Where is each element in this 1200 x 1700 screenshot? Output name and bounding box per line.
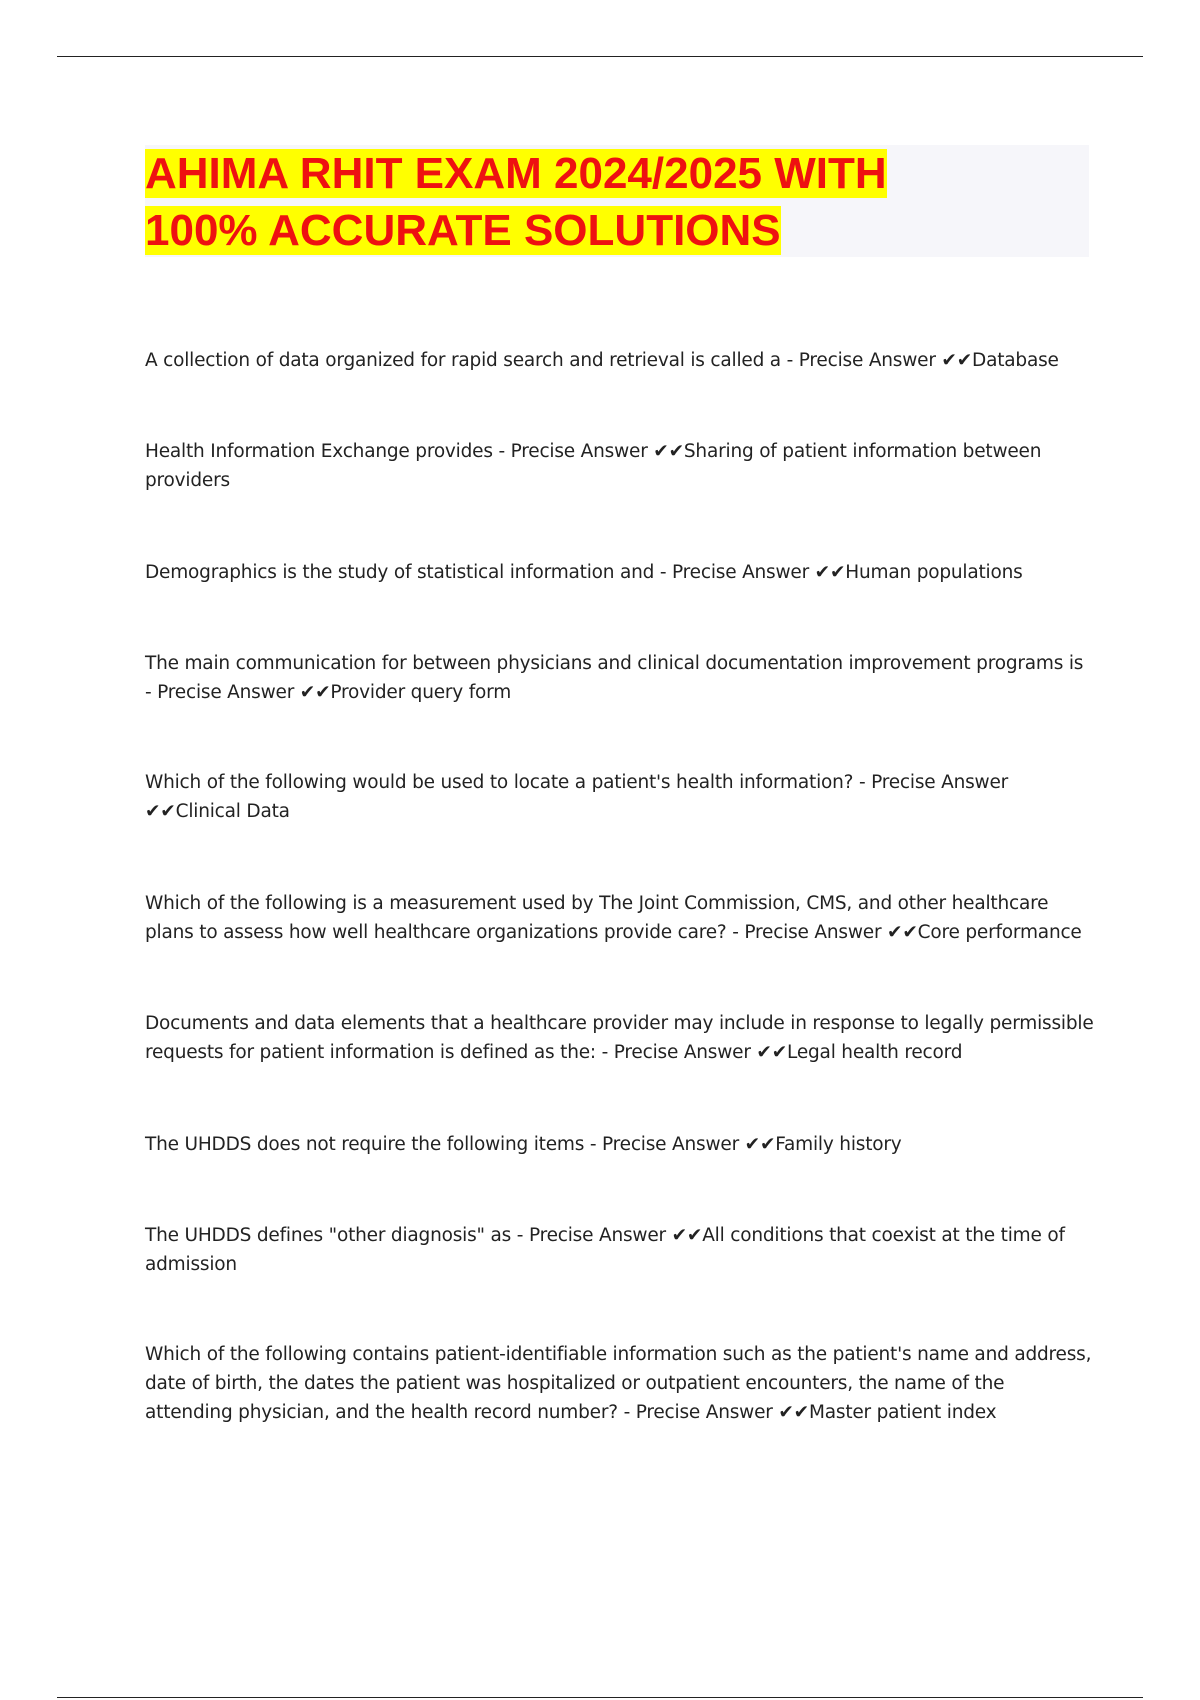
answer-text: Family history bbox=[775, 1134, 902, 1155]
title-line-1: AHIMA RHIT EXAM 2024/2025 WITH bbox=[145, 149, 887, 198]
answer-separator: - Precise Answer ✔✔ bbox=[726, 922, 918, 943]
top-rule bbox=[57, 56, 1143, 57]
answer-text: Clinical Data bbox=[175, 801, 290, 822]
question-text: Which of the following contains patient-identifiable information such as the patient's name and address, date of birth, the dates the patient was hospitalized or outpatient encounters, the name of the attending physician, and the health record number? bbox=[145, 1344, 1092, 1423]
answer-text: Sharing of patient information between providers bbox=[145, 441, 1042, 491]
answer-separator: - Precise Answer ✔✔ bbox=[145, 772, 1009, 822]
question-text: Documents and data elements that a healthcare provider may include in response to legally permissible requests for patient information is defined as the: bbox=[145, 1013, 1094, 1063]
answer-separator: - Precise Answer ✔✔ bbox=[654, 562, 846, 583]
answer-separator: - Precise Answer ✔✔ bbox=[617, 1402, 809, 1423]
answer-text: Master patient index bbox=[808, 1402, 997, 1423]
answer-separator: - Precise Answer ✔✔ bbox=[584, 1134, 776, 1155]
question-text: Demographics is the study of statistical information and bbox=[145, 562, 655, 583]
answer-text: All conditions that coexist at the time of admission bbox=[145, 1225, 1065, 1275]
answer-text: Database bbox=[972, 350, 1059, 371]
qa-item-9 bbox=[145, 1221, 1095, 1279]
question-text: The UHDDS defines "other diagnosis" as bbox=[145, 1225, 512, 1246]
answer-separator: - Precise Answer ✔✔ bbox=[145, 682, 331, 703]
document-title bbox=[145, 145, 1089, 259]
qa-item-4 bbox=[145, 649, 1095, 707]
answer-separator: - Precise Answer ✔✔ bbox=[780, 350, 973, 371]
qa-item-6 bbox=[145, 889, 1095, 947]
answer-text: Provider query form bbox=[330, 682, 512, 703]
question-text: A collection of data organized for rapid search and retrieval is called a bbox=[145, 350, 781, 371]
bottom-rule bbox=[57, 1697, 1143, 1698]
qa-item-7 bbox=[145, 1009, 1095, 1067]
qa-item-10 bbox=[145, 1340, 1095, 1427]
qa-item-1 bbox=[145, 346, 1095, 375]
title-line-2: 100% ACCURATE SOLUTIONS bbox=[145, 206, 781, 255]
question-text: The UHDDS does not require the following items bbox=[145, 1134, 585, 1155]
question-text: Which of the following is a measurement used by The Joint Commission, CMS, and other healthcare plans to assess how well healthcare organizations provide care? bbox=[145, 893, 1049, 943]
answer-separator: - Precise Answer ✔✔ bbox=[511, 1225, 703, 1246]
answer-text: Human populations bbox=[845, 562, 1023, 583]
title-block bbox=[145, 145, 1089, 257]
answer-separator: - Precise Answer ✔✔ bbox=[595, 1042, 788, 1063]
question-text: Which of the following would be used to locate a patient's health information? bbox=[145, 772, 854, 793]
qa-item-8 bbox=[145, 1130, 1095, 1159]
qa-item-2 bbox=[145, 437, 1095, 495]
question-text: Health Information Exchange provides bbox=[145, 441, 493, 462]
qa-item-3 bbox=[145, 558, 1095, 587]
qa-item-5 bbox=[145, 768, 1095, 826]
answer-text: Legal health record bbox=[787, 1042, 963, 1063]
question-text: The main communication for between physicians and clinical documentation improvement programs is bbox=[145, 653, 1084, 674]
answer-separator: - Precise Answer ✔✔ bbox=[492, 441, 684, 462]
answer-text: Core performance bbox=[917, 922, 1082, 943]
